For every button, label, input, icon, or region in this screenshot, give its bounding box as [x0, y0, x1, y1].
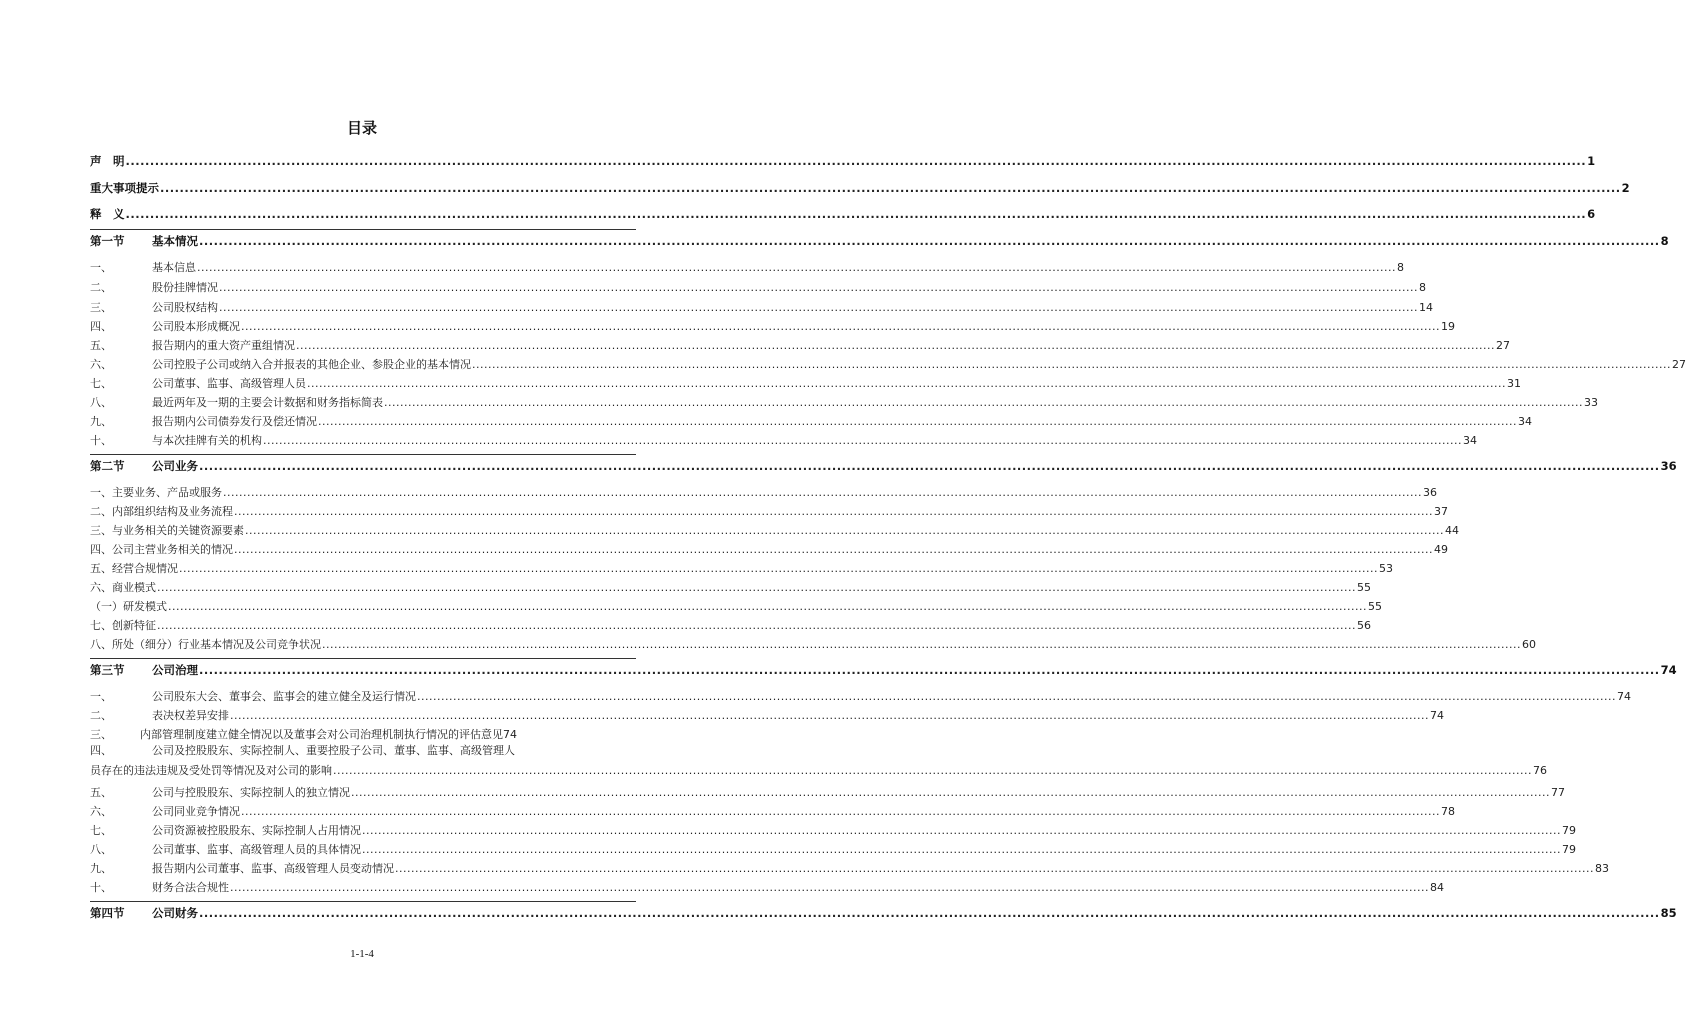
toc-section[interactable]: [90, 180, 1630, 196]
toc-entry-page: 44: [1444, 524, 1459, 537]
toc-entry-page: 36: [1422, 486, 1437, 499]
toc-entry-number: 七、: [90, 824, 112, 837]
toc-entry-page: 37: [1433, 505, 1448, 518]
toc-entry-number: 声 明: [90, 154, 125, 168]
toc-entry-page: 85: [1660, 906, 1677, 920]
toc-entry-label: 二、内部组织结构及业务流程: [90, 505, 233, 518]
leader-dots: ............................................................................................................................................................................................................................................................................................................: [384, 396, 1583, 409]
section-rule: [90, 901, 636, 902]
toc-entry-number: 九、: [90, 862, 112, 875]
leader-dots: ............................................................................................................................................................................................................................................................................................................: [157, 619, 1356, 632]
toc-entry-label: 公司股东大会、董事会、监事会的建立健全及运行情况: [152, 690, 416, 703]
leader-dots: ............................................................................................................................................................................................................................................................................................................: [199, 459, 1660, 473]
toc-entry-number: 五、: [90, 786, 112, 799]
section-rule: [90, 229, 636, 230]
toc-section[interactable]: [90, 662, 1677, 678]
leader-dots: ............................................................................................................................................................................................................................................................................................................: [199, 906, 1660, 920]
leader-dots: ............................................................................................................................................................................................................................................................................................................: [125, 207, 1587, 221]
leader-dots: ............................................................................................................................................................................................................................................................................................................: [351, 786, 1550, 799]
toc-entry-number: 八、: [90, 396, 112, 409]
leader-dots: ............................................................................................................................................................................................................................................................................................................: [362, 843, 1561, 856]
toc-entry-page: 56: [1356, 619, 1371, 632]
toc-entry-page: 1: [1587, 154, 1596, 168]
toc-entry-page: 14: [1418, 301, 1433, 314]
toc-entry-page: 49: [1433, 543, 1448, 556]
toc-entry-label: 基本情况: [152, 234, 198, 248]
toc-section[interactable]: [90, 233, 1669, 249]
toc-entry-label: 五、经营合规情况: [90, 562, 178, 575]
toc-entry-number: 二、: [90, 709, 112, 722]
toc-entry-page: 78: [1440, 805, 1455, 818]
page-number-footer: 1-1-4: [350, 948, 374, 960]
leader-dots: ............................................................................................................................................................................................................................................................................................................: [199, 663, 1660, 677]
toc-entry-label: 公司业务: [152, 459, 198, 473]
toc-entry-line: [90, 741, 636, 761]
toc-entry-label: 一、主要业务、产品或服务: [90, 486, 222, 499]
leader-dots: ............................................................................................................................................................................................................................................................................................................: [125, 154, 1587, 168]
toc-section[interactable]: [90, 458, 1677, 474]
toc-entry[interactable]: [90, 432, 1477, 448]
leader-dots: ............................................................................................................................................................................................................................................................................................................: [168, 600, 1367, 613]
leader-dots: ............................................................................................................................................................................................................................................................................................................: [199, 234, 1660, 248]
toc-entry-page: 8: [1396, 261, 1404, 274]
toc-entry-page: 77: [1550, 786, 1565, 799]
toc-entry-label: 七、创新特征: [90, 619, 156, 632]
toc-entry[interactable]: [90, 299, 1433, 315]
toc-entry-label: 公司资源被控股股东、实际控制人占用情况: [152, 824, 361, 837]
toc-entry-page: 31: [1506, 377, 1521, 390]
section-rule: [90, 658, 636, 659]
toc-entry-number: 二、: [90, 281, 112, 294]
toc-entry[interactable]: [90, 356, 1686, 372]
leader-dots: ............................................................................................................................................................................................................................................................................................................: [234, 543, 1433, 556]
toc-entry[interactable]: [90, 707, 1444, 723]
toc-entry-page: 36: [1660, 459, 1677, 473]
leader-dots: ............................................................................................................................................................................................................................................................................................................: [245, 524, 1444, 537]
leader-dots: ............................................................................................................................................................................................................................................................................................................: [362, 824, 1561, 837]
leader-dots: ............................................................................................................................................................................................................................................................................................................: [157, 581, 1356, 594]
toc-entry-label: 财务合法合规性: [152, 881, 229, 894]
leader-dots: ............................................................................................................................................................................................................................................................................................................: [395, 862, 1594, 875]
toc-entry-page: 2: [1621, 181, 1630, 195]
toc-entry-page: 74: [1429, 709, 1444, 722]
toc-entry-label: 报告期内的重大资产重组情况: [152, 339, 295, 352]
section-rule: [90, 454, 636, 455]
toc-entry-label: 内部管理制度建立健全情况以及董事会对公司治理机制执行情况的评估意见: [140, 728, 503, 741]
toc-entry[interactable]: [90, 259, 1404, 275]
toc-entry[interactable]: [90, 579, 1371, 595]
toc-entry-number: 三、: [90, 301, 112, 314]
toc-entry[interactable]: [90, 860, 1609, 876]
toc-entry-page: 34: [1462, 434, 1477, 447]
toc-entry[interactable]: [90, 484, 1437, 500]
toc-entry[interactable]: [90, 741, 1547, 781]
toc-entry-label: 表决权差异安排: [152, 709, 229, 722]
toc-entry-label: 四、公司主营业务相关的情况: [90, 543, 233, 556]
toc-section[interactable]: [90, 206, 1596, 222]
toc-entry[interactable]: [90, 541, 1448, 557]
toc-entry-label: 报告期内公司债券发行及偿还情况: [152, 415, 317, 428]
toc-entry-number: 第一节: [90, 234, 125, 248]
leader-dots: ............................................................................................................................................................................................................................................................................................................: [318, 415, 1517, 428]
toc-entry-number: 五、: [90, 339, 112, 352]
toc-entry[interactable]: [90, 879, 1444, 895]
toc-entry[interactable]: [90, 822, 1576, 838]
toc-entry-page: 74: [1616, 690, 1631, 703]
toc-entry[interactable]: [90, 598, 1382, 614]
toc-entry-number: 第四节: [90, 906, 125, 920]
toc-entry-number: 一、: [90, 261, 112, 274]
leader-dots: ............................................................................................................................................................................................................................................................................................................: [234, 505, 1433, 518]
toc-entry-page: 55: [1367, 600, 1382, 613]
toc-entry-page: 27: [1671, 358, 1686, 371]
toc-entry-number: 第三节: [90, 663, 125, 677]
leader-dots: ............................................................................................................................................................................................................................................................................................................: [230, 709, 1429, 722]
toc-entry-page: 76: [1532, 764, 1547, 777]
toc-entry[interactable]: [90, 803, 1455, 819]
toc-entry-number: 第二节: [90, 459, 125, 473]
toc-entry-page: 53: [1378, 562, 1393, 575]
toc-entry-label: 三、与业务相关的关键资源要素: [90, 524, 244, 537]
toc-entry-label: 公司及控股股东、实际控制人、重要控股子公司、董事、监事、高级管理人: [152, 744, 515, 757]
toc-entry-page: 74: [1660, 663, 1677, 677]
toc-entry[interactable]: [90, 617, 1371, 633]
leader-dots: ............................................................................................................................................................................................................................................................................................................: [241, 320, 1440, 333]
leader-dots: ............................................................................................................................................................................................................................................................................................................: [219, 281, 1418, 294]
toc-entry[interactable]: [90, 503, 1448, 519]
toc-entry[interactable]: [90, 784, 1565, 800]
toc-entry-label: 六、商业模式: [90, 581, 156, 594]
leader-dots: ............................................................................................................................................................................................................................................................................................................: [333, 764, 1532, 777]
leader-dots: ............................................................................................................................................................................................................................................................................................................: [230, 881, 1429, 894]
toc-entry-number: 八、: [90, 843, 112, 856]
toc-entry-label: 公司财务: [152, 906, 198, 920]
leader-dots: ............................................................................................................................................................................................................................................................................................................: [219, 301, 1418, 314]
toc-entry-page: 79: [1561, 824, 1576, 837]
toc-entry-label: （一）研发模式: [90, 600, 167, 613]
toc-entry-number: 四、: [90, 744, 112, 757]
toc-entry-label: 公司董事、监事、高级管理人员的具体情况: [152, 843, 361, 856]
toc-entry[interactable]: [90, 413, 1532, 429]
toc-entry-page: 8: [1418, 281, 1426, 294]
toc-entry[interactable]: [90, 318, 1455, 334]
toc-entry-label: 公司同业竞争情况: [152, 805, 240, 818]
leader-dots: ............................................................................................................................................................................................................................................................................................................: [241, 805, 1440, 818]
toc-entry[interactable]: [90, 636, 1536, 652]
leader-dots: ............................................................................................................................................................................................................................................................................................................: [179, 562, 1378, 575]
toc-entry-label: 员存在的违法违规及受处罚等情况及对公司的影响: [90, 764, 332, 777]
toc-entry-page: 34: [1517, 415, 1532, 428]
leader-dots: ............................................................................................................................................................................................................................................................................................................: [307, 377, 1506, 390]
toc-entry-page: 60: [1521, 638, 1536, 651]
toc-entry-label: 公司控股子公司或纳入合并报表的其他企业、参股企业的基本情况: [152, 358, 471, 371]
leader-dots: ............................................................................................................................................................................................................................................................................................................: [223, 486, 1422, 499]
toc-entry-label: 股份挂牌情况: [152, 281, 218, 294]
leader-dots: ............................................................................................................................................................................................................................................................................................................: [296, 339, 1495, 352]
toc-entry[interactable]: [90, 279, 1426, 295]
toc-entry-line: [90, 761, 1547, 781]
toc-entry-page: 74: [503, 728, 517, 741]
toc-entry-label: 基本信息: [152, 261, 196, 274]
leader-dots: ............................................................................................................................................................................................................................................................................................................: [322, 638, 1521, 651]
toc-section[interactable]: [90, 905, 1677, 921]
toc-entry-number: 释 义: [90, 207, 125, 221]
toc-entry-number: 九、: [90, 415, 112, 428]
toc-entry-label: 公司董事、监事、高级管理人员: [152, 377, 306, 390]
toc-entry[interactable]: [90, 841, 1576, 857]
toc-entry[interactable]: [90, 688, 1631, 704]
toc-entry-page: 27: [1495, 339, 1510, 352]
toc-entry-number: 七、: [90, 377, 112, 390]
toc-entry[interactable]: [90, 726, 636, 742]
toc-entry-label: 八、所处（细分）行业基本情况及公司竞争状况: [90, 638, 321, 651]
toc-entry-page: 19: [1440, 320, 1455, 333]
toc-entry-number: 六、: [90, 358, 112, 371]
toc-entry-label: 与本次挂牌有关的机构: [152, 434, 262, 447]
toc-entry-number: 十、: [90, 881, 112, 894]
toc-entry-label: 公司股权结构: [152, 301, 218, 314]
toc-entry-label: 最近两年及一期的主要会计数据和财务指标简表: [152, 396, 383, 409]
toc-entry-page: 83: [1594, 862, 1609, 875]
toc-entry-number: 三、: [90, 728, 112, 741]
toc-section[interactable]: [90, 153, 1596, 169]
toc-entry-page: 79: [1561, 843, 1576, 856]
toc-entry-page: 8: [1660, 234, 1669, 248]
leader-dots: ............................................................................................................................................................................................................................................................................................................: [263, 434, 1462, 447]
toc-entry-label: 公司股本形成概况: [152, 320, 240, 333]
toc-entry[interactable]: [90, 337, 1510, 353]
toc-entry-page: 55: [1356, 581, 1371, 594]
toc-entry[interactable]: [90, 375, 1521, 391]
leader-dots: ............................................................................................................................................................................................................................................................................................................: [197, 261, 1396, 274]
leader-dots: ............................................................................................................................................................................................................................................................................................................: [417, 690, 1616, 703]
toc-entry-number: 六、: [90, 805, 112, 818]
toc-entry-number: 重大事项提示: [90, 181, 159, 195]
toc-entry[interactable]: [90, 560, 1393, 576]
toc-entry[interactable]: [90, 522, 1459, 538]
leader-dots: ............................................................................................................................................................................................................................................................................................................: [160, 181, 1621, 195]
toc-entry-number: 四、: [90, 320, 112, 333]
toc-entry-number: 一、: [90, 690, 112, 703]
page-title: 目录: [346, 119, 377, 137]
toc-entry-label: 公司与控股股东、实际控制人的独立情况: [152, 786, 350, 799]
toc-entry-page: 33: [1583, 396, 1598, 409]
toc-entry-page: 6: [1587, 207, 1596, 221]
toc-entry[interactable]: [90, 394, 1598, 410]
leader-dots: ............................................................................................................................................................................................................................................................................................................: [472, 358, 1671, 371]
toc-entry-label: 公司治理: [152, 663, 198, 677]
toc-entry-page: 84: [1429, 881, 1444, 894]
toc-entry-number: 十、: [90, 434, 112, 447]
toc-entry-label: 报告期内公司董事、监事、高级管理人员变动情况: [152, 862, 394, 875]
